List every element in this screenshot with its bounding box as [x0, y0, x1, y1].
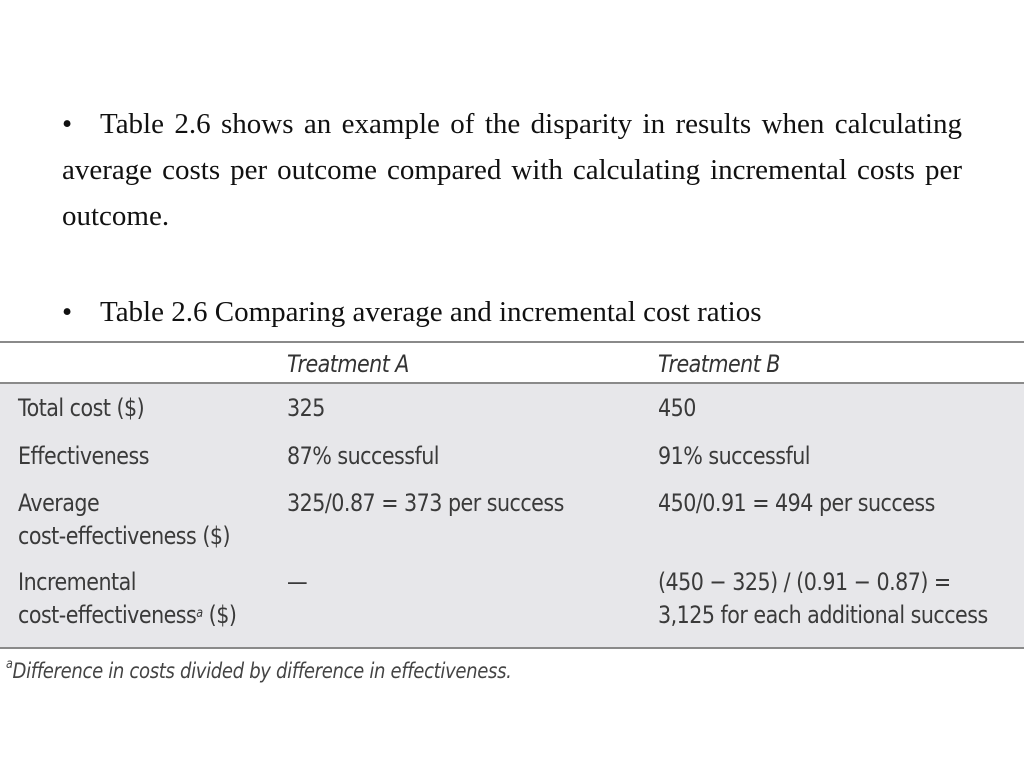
cell-average-a: 325/0.87 = 373 per success	[287, 489, 564, 517]
cell-effectiveness-b: 91% successful	[658, 442, 811, 470]
cell-incremental-a: —	[287, 568, 308, 596]
bullet-text-1: Table 2.6 shows an example of the disparity in results when calculating average costs per outcome compared with calculating incremental costs per outcome.	[62, 108, 962, 232]
cost-ratio-table	[0, 341, 1024, 691]
footnote-text: Difference in costs divided by difference in effectiveness.	[12, 659, 512, 683]
cell-total-cost-b: 450	[658, 394, 696, 422]
cell-incremental-b-line2: 3,125 for each additional success	[658, 601, 988, 629]
cell-average-b: 450/0.91 = 494 per success	[658, 489, 935, 517]
table-body	[0, 384, 1024, 649]
row-label-average-line1: Average	[18, 489, 100, 517]
footnote-marker: a	[196, 606, 203, 621]
bullet-marker: •	[62, 296, 73, 328]
header-treatment-b: Treatment B	[658, 350, 780, 378]
table-header-row	[0, 341, 1024, 384]
cell-total-cost-a: 325	[287, 394, 325, 422]
cell-incremental-b-line1: (450 − 325) / (0.91 − 0.87) =	[658, 568, 951, 596]
cell-effectiveness-a: 87% successful	[287, 442, 440, 470]
row-label-effectiveness: Effectiveness	[18, 442, 149, 470]
footnote-marker: a	[6, 657, 13, 672]
row-label-incremental-text: cost-effectiveness	[18, 601, 197, 629]
row-label-incremental-line2	[18, 600, 236, 631]
bullet-paragraph-2	[62, 289, 962, 335]
bullet-paragraph-1	[62, 101, 962, 239]
header-treatment-a: Treatment A	[287, 350, 409, 378]
row-label-incremental-line1: Incremental	[18, 568, 136, 596]
row-label-average-line2: cost-effectiveness ($)	[18, 522, 231, 550]
row-label-incremental-unit: ($)	[208, 601, 237, 629]
row-label-total-cost: Total cost ($)	[18, 394, 145, 422]
table-footnote	[6, 659, 512, 683]
bullet-marker: •	[62, 108, 73, 140]
bullet-text-2: Table 2.6 Comparing average and incremental cost ratios	[100, 296, 762, 328]
